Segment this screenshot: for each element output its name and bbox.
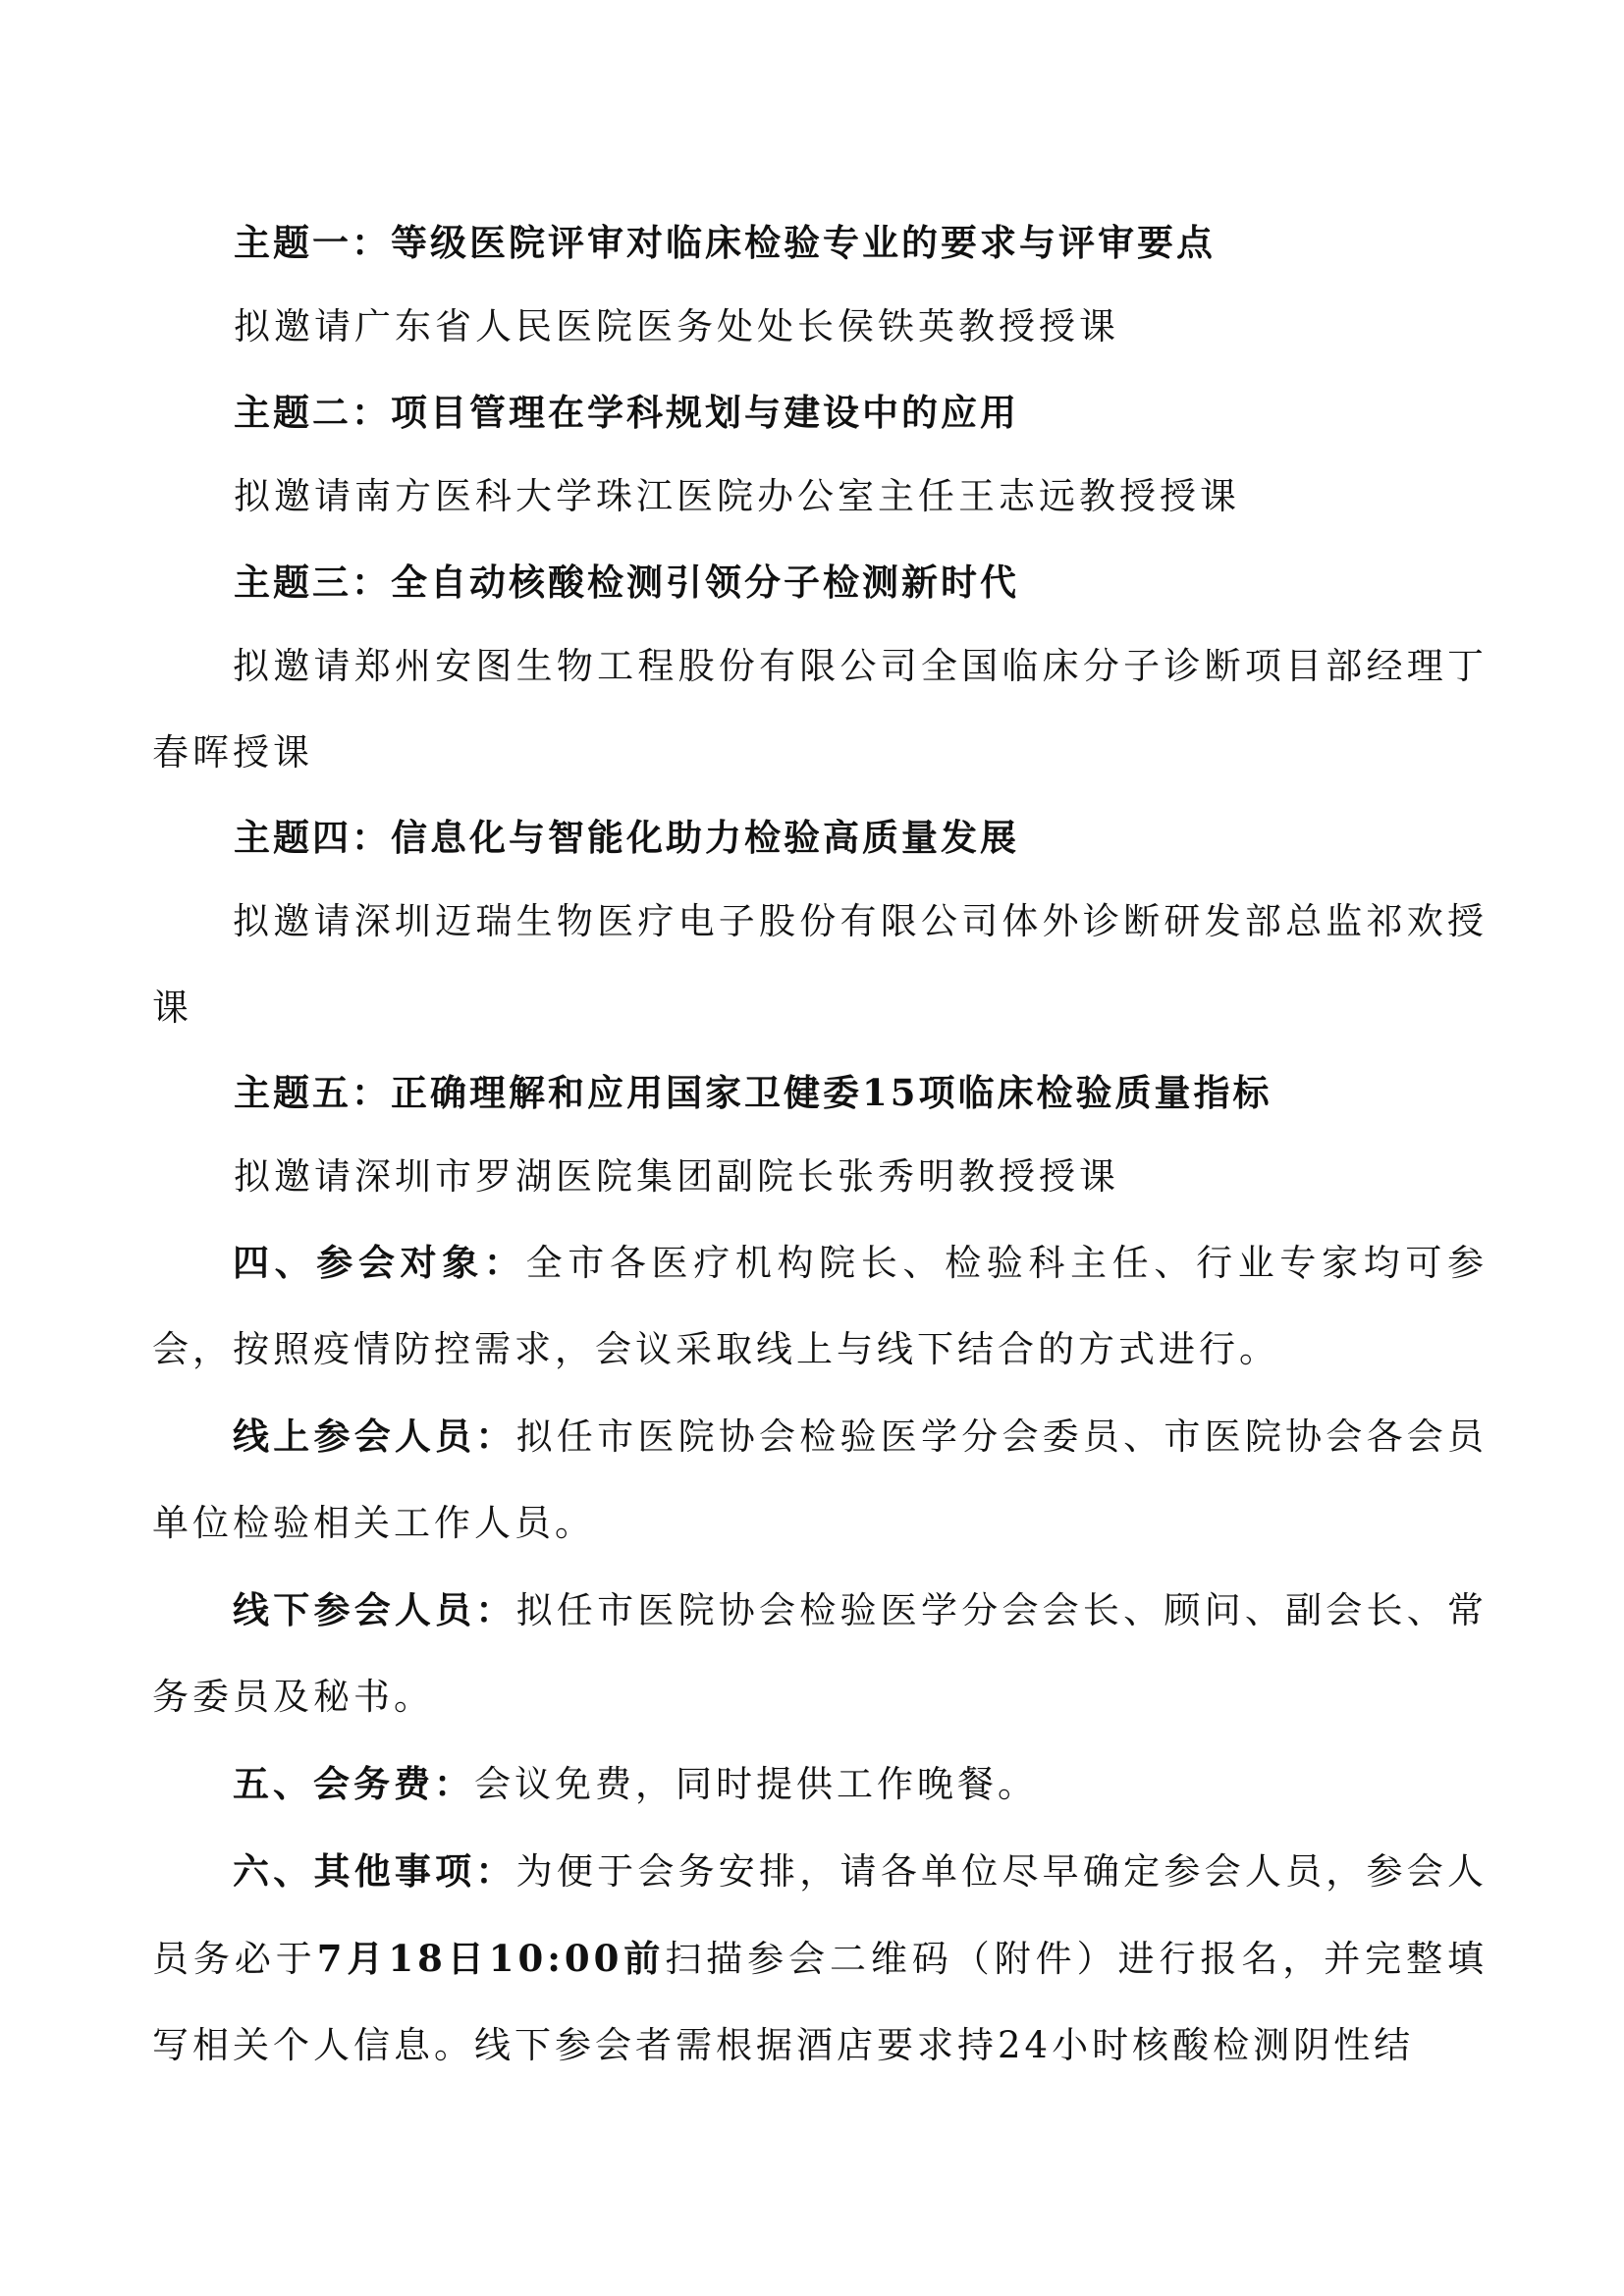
section-offline bbox=[152, 1567, 1488, 1740]
topic-1-speaker: 拟邀请广东省人民医院医务处处长侯铁英教授授课 bbox=[234, 305, 1119, 347]
section-online bbox=[152, 1393, 1488, 1567]
section-fee-body: 会议免费，同时提供工作晚餐。 bbox=[474, 1763, 1038, 1805]
section-offline-body: 拟任市医院协会检验医学分会会长、顾问、副会长、常务委员及秘书。 bbox=[152, 1589, 1489, 1718]
topic-3-title: 主题三：全自动核酸检测引领分子检测新时代 bbox=[234, 561, 1019, 604]
section-other bbox=[152, 1828, 1488, 2089]
sections-block bbox=[152, 1219, 1488, 2089]
section-other-body-b: 扫描参会二维码（附件）进行报名，并完整填写相关个人信息。线下参会者需根据酒店要求持24小时核酸检测阴性结 bbox=[152, 1938, 1489, 2066]
topic-4-speaker-block bbox=[152, 879, 1488, 1051]
section-offline-head: 线下参会人员： bbox=[233, 1588, 516, 1631]
topic-5-speaker: 拟邀请深圳市罗湖医院集团副院长张秀明教授授课 bbox=[234, 1155, 1119, 1198]
section-fee-head: 五、会务费： bbox=[233, 1762, 474, 1805]
section-attendees-head: 四、参会对象： bbox=[233, 1241, 526, 1284]
topic-4-speaker: 拟邀请深圳迈瑞生物医疗电子股份有限公司体外诊断研发部总监祁欢授课 bbox=[152, 900, 1488, 1029]
topic-3-speaker-block bbox=[152, 623, 1488, 796]
section-other-deadline: 7月18日10:00前 bbox=[316, 1937, 666, 1980]
section-online-head: 线上参会人员： bbox=[233, 1415, 516, 1458]
topic-5-title: 主题五：正确理解和应用国家卫健委15项临床检验质量指标 bbox=[234, 1071, 1272, 1114]
section-attendees bbox=[152, 1219, 1488, 1393]
section-attendees-body: 全市各医疗机构院长、检验科主任、行业专家均可参会，按照疫情防控需求，会议采取线上与线下结合的方式进行。 bbox=[152, 1242, 1489, 1370]
topic-1-title: 主题一：等级医院评审对临床检验专业的要求与评审要点 bbox=[234, 221, 1216, 264]
topic-3-speaker: 拟邀请郑州安图生物工程股份有限公司全国临床分子诊断项目部经理丁春晖授课 bbox=[152, 645, 1488, 774]
topic-2-speaker: 拟邀请南方医科大学珠江医院办公室主任王志远教授授课 bbox=[234, 475, 1240, 517]
topic-4-title: 主题四：信息化与智能化助力检验高质量发展 bbox=[234, 816, 1019, 859]
section-online-body: 拟任市医院协会检验医学分会委员、市医院协会各会员单位检验相关工作人员。 bbox=[152, 1415, 1489, 1544]
topic-2-title: 主题二：项目管理在学科规划与建设中的应用 bbox=[234, 391, 1019, 434]
section-fee bbox=[152, 1740, 1488, 1828]
section-other-head: 六、其他事项： bbox=[233, 1849, 516, 1893]
section-other-body-a: 为便于会务安排，请各单位尽早确定参会人员，参会人员务必于 bbox=[152, 1850, 1489, 1980]
